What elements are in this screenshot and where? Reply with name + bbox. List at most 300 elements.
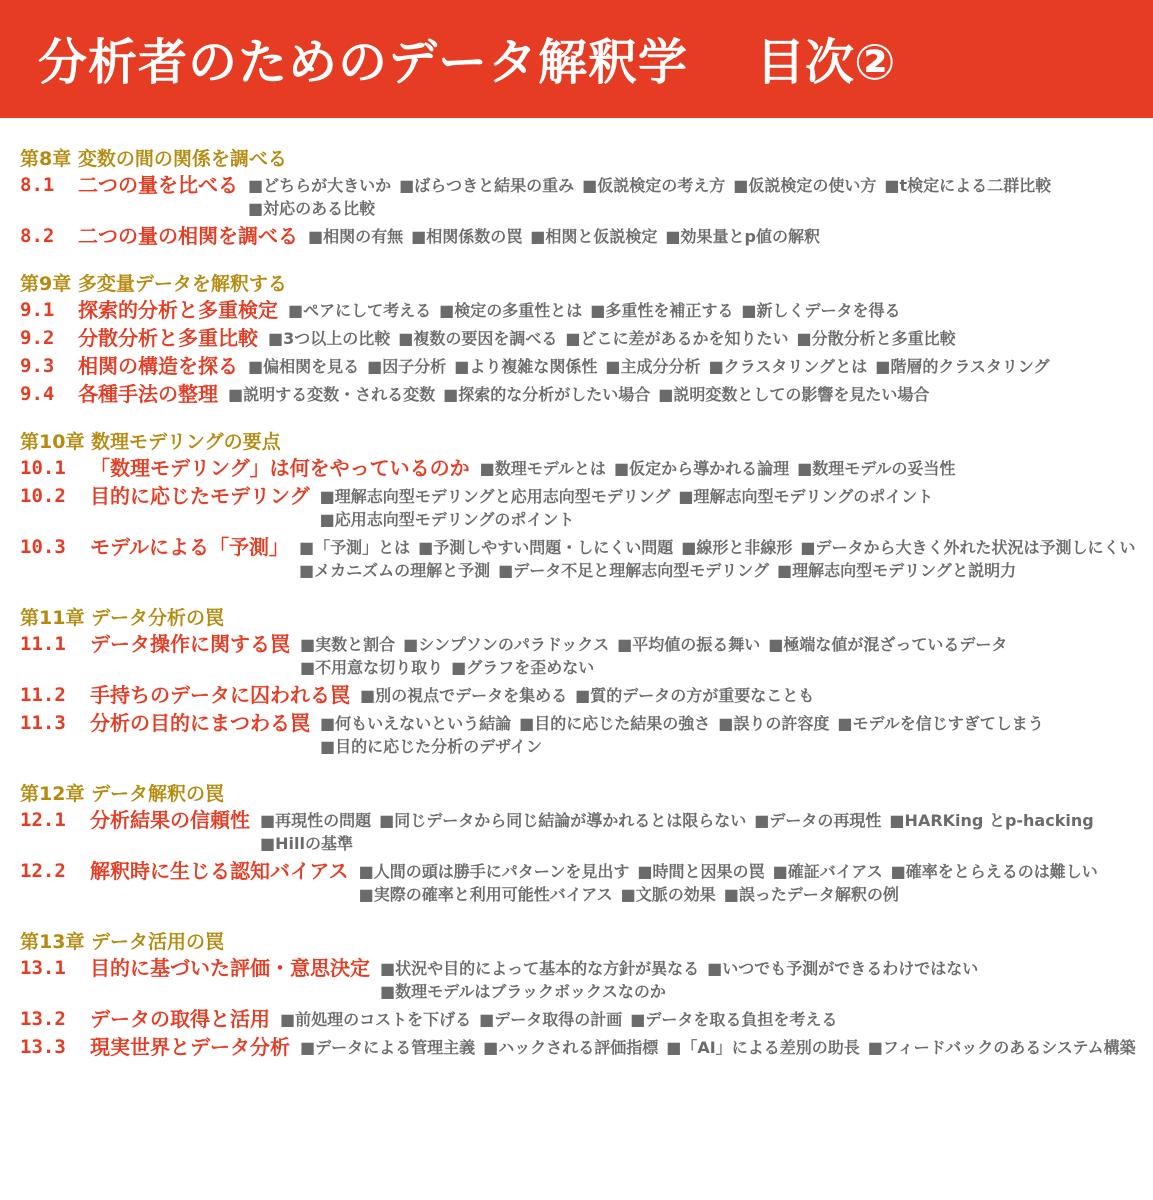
topic-list <box>308 223 828 248</box>
topic-item <box>360 684 567 707</box>
topic-label: 理解志向型モデリングと説明力 <box>792 561 1017 580</box>
square-bullet-icon: ■ <box>483 1038 499 1057</box>
section-number: 8.2 <box>20 225 55 247</box>
square-bullet-icon: ■ <box>617 635 633 654</box>
topic-label: 分散分析と多重比較 <box>811 329 956 348</box>
square-bullet-icon: ■ <box>319 510 335 529</box>
topic-label: 文脈の効果 <box>635 885 716 904</box>
topic-label: フィードバックのあるシステム構築 <box>882 1038 1136 1057</box>
square-bullet-icon: ■ <box>723 885 739 904</box>
topic-item <box>733 174 876 197</box>
topic-label: 階層的クラスタリング <box>890 357 1050 376</box>
topic-item <box>498 559 769 582</box>
section-number: 13.1 <box>20 957 66 979</box>
square-bullet-icon: ■ <box>708 357 724 376</box>
topic-label: 説明する変数・される変数 <box>243 385 436 404</box>
square-bullet-icon: ■ <box>300 1038 316 1057</box>
topic-item <box>797 327 956 350</box>
topic-label: 仮説検定の考え方 <box>597 176 726 195</box>
chapter <box>20 781 1153 909</box>
square-bullet-icon: ■ <box>884 176 900 195</box>
section-number: 11.2 <box>20 684 66 706</box>
topic-item <box>320 735 542 758</box>
square-bullet-icon: ■ <box>772 862 788 881</box>
section-number: 13.3 <box>20 1036 66 1058</box>
square-bullet-icon: ■ <box>260 811 276 830</box>
topic-label: より複雑な関係性 <box>469 357 598 376</box>
topic-item <box>443 383 650 406</box>
square-bullet-icon: ■ <box>360 686 376 705</box>
topic-label: データ不足と理解志向型モデリング <box>513 561 769 580</box>
topic-label: 対応のある比較 <box>263 199 376 218</box>
topic-label: 不用意な切り取り <box>315 658 444 677</box>
square-bullet-icon: ■ <box>399 176 415 195</box>
section-number: 11.1 <box>20 633 66 655</box>
section-number: 9.2 <box>20 327 55 349</box>
section-row <box>20 172 1153 223</box>
section-row <box>20 955 1153 1006</box>
topic-label: シンプソンのパラドックス <box>418 635 610 654</box>
topic-label: 相関の有無 <box>323 227 404 246</box>
square-bullet-icon: ■ <box>479 459 495 478</box>
topic-list <box>300 1034 1144 1059</box>
topic-item <box>614 457 789 480</box>
topic-item <box>590 299 733 322</box>
topic-item <box>248 174 391 197</box>
topic-list <box>248 172 1108 220</box>
section-number: 12.2 <box>20 860 66 882</box>
section-number: 13.2 <box>20 1008 66 1030</box>
topic-label: 目的に応じた分析のデザイン <box>335 737 543 756</box>
topic-item <box>666 1036 859 1059</box>
section-title: 解釈時に生じる認知バイアス <box>90 859 349 883</box>
section-title: 現実世界とデータ分析 <box>90 1035 290 1059</box>
topic-item <box>800 536 1135 559</box>
topic-list <box>228 381 937 406</box>
topic-label: 何もいえないという結論 <box>335 714 512 733</box>
topic-list <box>280 1006 845 1031</box>
topic-label: 線形と非線形 <box>696 538 793 557</box>
square-bullet-icon: ■ <box>439 301 455 320</box>
square-bullet-icon: ■ <box>299 561 315 580</box>
topic-label: 数理モデルの妥当性 <box>812 459 956 478</box>
topic-list <box>248 353 1058 378</box>
section-title: 相関の構造を探る <box>78 354 238 378</box>
square-bullet-icon: ■ <box>418 538 434 557</box>
square-bullet-icon: ■ <box>889 811 905 830</box>
topic-list <box>359 858 1153 906</box>
section-title: 分析の目的にまつわる罠 <box>90 711 310 735</box>
topic-label: 相関と仮説検定 <box>545 227 658 246</box>
square-bullet-icon: ■ <box>379 811 395 830</box>
topic-label: データによる管理主義 <box>315 1038 476 1057</box>
topic-item <box>359 860 630 883</box>
square-bullet-icon: ■ <box>398 329 414 348</box>
topic-list <box>320 710 1153 758</box>
square-bullet-icon: ■ <box>367 357 383 376</box>
topic-label: 確証バイアス <box>787 862 883 881</box>
chapter <box>20 929 1153 1062</box>
topic-item <box>299 559 490 582</box>
section-row <box>20 325 1153 353</box>
square-bullet-icon: ■ <box>300 658 316 677</box>
section-title: 手持ちのデータに囚われる罠 <box>90 683 350 707</box>
square-bullet-icon: ■ <box>228 385 244 404</box>
topic-item <box>630 1008 837 1031</box>
square-bullet-icon: ■ <box>565 329 581 348</box>
topic-label: 効果量とp値の解釈 <box>680 227 821 246</box>
square-bullet-icon: ■ <box>498 561 514 580</box>
square-bullet-icon: ■ <box>605 357 621 376</box>
topic-item <box>320 508 575 531</box>
topic-list <box>288 297 909 322</box>
topic-item <box>411 225 522 248</box>
topic-list <box>299 534 1153 582</box>
topic-label: データ取得の計画 <box>494 1010 623 1029</box>
section-number: 10.2 <box>20 485 66 507</box>
topic-label: 数理モデルとは <box>494 459 606 478</box>
topic-label: HARKing とp-hacking <box>904 811 1094 830</box>
topic-label: 探索的な分析がしたい場合 <box>458 385 651 404</box>
section-number: 10.3 <box>20 536 66 558</box>
topic-label: データの再現性 <box>769 811 882 830</box>
square-bullet-icon: ■ <box>582 176 598 195</box>
topic-item <box>837 712 1043 735</box>
topic-label: 主成分分析 <box>620 357 701 376</box>
topic-item <box>582 174 725 197</box>
topic-label: グラフを歪めない <box>466 658 595 677</box>
topic-item <box>565 327 788 350</box>
section-row <box>20 381 1153 409</box>
topic-label: クラスタリングとは <box>723 357 868 376</box>
square-bullet-icon: ■ <box>320 714 336 733</box>
topic-item <box>658 383 929 406</box>
topic-item <box>288 299 431 322</box>
topic-label: データを取る負担を考える <box>645 1010 838 1029</box>
topic-item <box>280 1008 471 1031</box>
square-bullet-icon: ■ <box>248 357 264 376</box>
topic-label: 仮定から導かれる論理 <box>629 459 790 478</box>
topic-item <box>380 980 666 1003</box>
topic-label: 実際の確率と利用可能性バイアス <box>373 885 613 904</box>
square-bullet-icon: ■ <box>890 862 906 881</box>
square-bullet-icon: ■ <box>776 561 793 580</box>
square-bullet-icon: ■ <box>575 686 591 705</box>
topic-list <box>268 325 964 350</box>
topic-item <box>308 225 403 248</box>
topic-label: 時間と因果の罠 <box>652 862 765 881</box>
section-row <box>20 682 1153 710</box>
section-number: 9.1 <box>20 299 55 321</box>
topic-label: どちらが大きいか <box>263 176 392 195</box>
topic-label: 確率をとらえるのは難しい <box>905 862 1098 881</box>
chapter-title: 第10章 数理モデリングの要点 <box>20 431 281 453</box>
square-bullet-icon: ■ <box>837 714 853 733</box>
topic-item <box>439 299 582 322</box>
topic-item <box>398 327 557 350</box>
section-title: 二つの量を比べる <box>78 173 238 197</box>
topic-item <box>681 536 792 559</box>
section-title: 二つの量の相関を調べる <box>78 224 298 248</box>
topic-label: 因子分析 <box>382 357 447 376</box>
topic-list <box>300 631 1153 679</box>
section-title: 分散分析と多重比較 <box>78 326 258 350</box>
topic-item <box>480 457 606 480</box>
square-bullet-icon: ■ <box>666 1038 682 1057</box>
section-row <box>20 631 1153 682</box>
section-row <box>20 353 1153 381</box>
topic-label: 状況や目的によって基本的な方針が異なる <box>395 959 700 978</box>
topic-label: 理解志向型モデリングと応用志向型モデリング <box>334 487 671 506</box>
section-title: 「数理モデリング」は何をやっているのか <box>90 456 470 480</box>
section-title: モデルによる「予測」 <box>90 535 289 559</box>
table-of-contents <box>0 118 1153 1062</box>
square-bullet-icon: ■ <box>613 459 630 478</box>
topic-label: 誤りの許容度 <box>733 714 830 733</box>
page-subtitle: 目次② <box>756 34 896 91</box>
square-bullet-icon: ■ <box>681 538 697 557</box>
topic-item <box>380 957 699 980</box>
square-bullet-icon: ■ <box>300 635 316 654</box>
square-bullet-icon: ■ <box>260 834 276 853</box>
topic-item <box>299 536 410 559</box>
square-bullet-icon: ■ <box>530 227 546 246</box>
section-row <box>20 1034 1153 1062</box>
topic-item <box>707 957 978 980</box>
section-title: データ操作に関する罠 <box>90 632 290 656</box>
square-bullet-icon: ■ <box>637 862 653 881</box>
section-row <box>20 1006 1153 1034</box>
chapter <box>20 429 1153 585</box>
topic-list <box>480 455 964 480</box>
square-bullet-icon: ■ <box>733 176 749 195</box>
section-title: データの取得と活用 <box>90 1007 270 1031</box>
square-bullet-icon: ■ <box>451 658 467 677</box>
topic-label: 目的に応じた結果の強さ <box>534 714 711 733</box>
square-bullet-icon: ■ <box>620 885 636 904</box>
section-title: 探索的分析と多重検定 <box>78 298 278 322</box>
topic-item <box>300 1036 475 1059</box>
topic-label: どこに差があるかを知りたい <box>580 329 789 348</box>
topic-item <box>637 860 764 883</box>
square-bullet-icon: ■ <box>248 199 264 218</box>
section-number: 9.3 <box>20 355 55 377</box>
topic-item <box>665 225 820 248</box>
square-bullet-icon: ■ <box>768 635 784 654</box>
square-bullet-icon: ■ <box>875 357 891 376</box>
topic-item <box>367 355 446 378</box>
topic-list <box>320 483 1153 531</box>
square-bullet-icon: ■ <box>678 487 694 506</box>
topic-label: 前処理のコストを下げる <box>295 1010 472 1029</box>
section-row <box>20 807 1153 858</box>
topic-label: 多重性を補正する <box>605 301 734 320</box>
topic-item <box>268 327 390 350</box>
square-bullet-icon: ■ <box>280 1010 296 1029</box>
topic-label: モデルを信じすぎてしまう <box>852 714 1044 733</box>
section-row <box>20 710 1153 761</box>
topic-item <box>300 633 395 656</box>
square-bullet-icon: ■ <box>358 862 374 881</box>
section-row <box>20 483 1153 534</box>
square-bullet-icon: ■ <box>320 737 336 756</box>
topic-label: 新しくデータを得る <box>756 301 901 320</box>
section-row <box>20 534 1153 585</box>
topic-item <box>741 299 900 322</box>
topic-item <box>260 809 371 832</box>
topic-list <box>360 682 822 707</box>
square-bullet-icon: ■ <box>797 459 813 478</box>
square-bullet-icon: ■ <box>867 1038 883 1057</box>
topic-item <box>359 883 613 906</box>
square-bullet-icon: ■ <box>403 635 419 654</box>
topic-label: ハックされる評価指標 <box>498 1038 659 1057</box>
square-bullet-icon: ■ <box>707 959 723 978</box>
section-row <box>20 455 1153 483</box>
topic-item <box>320 485 671 508</box>
page-title: 分析者のためのデータ解釈学 <box>38 34 689 91</box>
chapter <box>20 271 1153 409</box>
topic-label: 質的データの方が重要なことも <box>590 686 815 705</box>
topic-item <box>530 225 657 248</box>
topic-label: メカニズムの理解と予測 <box>314 561 491 580</box>
square-bullet-icon: ■ <box>741 301 757 320</box>
topic-label: 予測しやすい問題・しにくい問題 <box>433 538 674 557</box>
square-bullet-icon: ■ <box>299 538 315 557</box>
square-bullet-icon: ■ <box>800 538 816 557</box>
topic-label: 仮説検定の使い方 <box>748 176 877 195</box>
square-bullet-icon: ■ <box>479 1010 495 1029</box>
topic-item <box>418 536 673 559</box>
section-row <box>20 297 1153 325</box>
chapter-title: 第12章 データ解釈の罠 <box>20 783 225 805</box>
topic-label: 同じデータから同じ結論が導かれるとは限らない <box>394 811 747 830</box>
square-bullet-icon: ■ <box>443 385 459 404</box>
topic-list <box>380 955 1153 1003</box>
square-bullet-icon: ■ <box>630 1010 646 1029</box>
topic-item <box>483 1036 658 1059</box>
square-bullet-icon: ■ <box>590 301 606 320</box>
header-banner <box>0 0 1153 118</box>
section-number: 8.1 <box>20 174 55 196</box>
square-bullet-icon: ■ <box>319 487 335 506</box>
square-bullet-icon: ■ <box>380 959 396 978</box>
topic-label: 再現性の問題 <box>275 811 372 830</box>
topic-item <box>399 174 574 197</box>
topic-item <box>777 559 1016 582</box>
square-bullet-icon: ■ <box>754 811 770 830</box>
section-row <box>20 858 1153 909</box>
topic-label: いつでも予測ができるわけではない <box>722 959 979 978</box>
topic-item <box>454 355 597 378</box>
topic-label: 説明変数としての影響を見たい場合 <box>673 385 930 404</box>
square-bullet-icon: ■ <box>248 176 264 195</box>
square-bullet-icon: ■ <box>796 329 812 348</box>
chapter-title: 第8章 変数の間の関係を調べる <box>20 148 287 170</box>
topic-label: 数理モデルはブラックボックスなのか <box>395 982 666 1001</box>
square-bullet-icon: ■ <box>268 329 284 348</box>
topic-label: 実数と割合 <box>315 635 396 654</box>
square-bullet-icon: ■ <box>358 885 374 904</box>
topic-item <box>868 1036 1136 1059</box>
section-title: 目的に応じたモデリング <box>90 484 310 508</box>
topic-item <box>875 355 1049 378</box>
section-title: 各種手法の整理 <box>78 382 218 406</box>
square-bullet-icon: ■ <box>658 385 674 404</box>
topic-item <box>773 860 883 883</box>
topic-label: 応用志向型モデリングのポイント <box>334 510 575 529</box>
topic-item <box>519 712 710 735</box>
topic-label: 相関係数の罠 <box>426 227 523 246</box>
topic-label: 誤ったデータ解釈の例 <box>738 885 899 904</box>
topic-item <box>617 633 760 656</box>
square-bullet-icon: ■ <box>665 227 681 246</box>
topic-item <box>248 355 359 378</box>
topic-item <box>754 809 881 832</box>
chapter-title: 第13章 データ活用の罠 <box>20 931 225 953</box>
section-number: 9.4 <box>20 383 55 405</box>
topic-label: 偏相関を見る <box>263 357 360 376</box>
square-bullet-icon: ■ <box>411 227 427 246</box>
section-title: 分析結果の信頼性 <box>90 808 250 832</box>
topic-label: 平均値の振る舞い <box>632 635 761 654</box>
topic-label: 3つ以上の比較 <box>283 329 391 348</box>
topic-label: ペアにして考える <box>303 301 432 320</box>
topic-label: 極端な値が混ざっているデータ <box>783 635 1008 654</box>
topic-item <box>605 355 700 378</box>
topic-item <box>768 633 1007 656</box>
topic-label: 複数の要因を調べる <box>413 329 558 348</box>
topic-label: 理解志向型モデリングのポイント <box>693 487 934 506</box>
topic-item <box>621 883 716 906</box>
topic-item <box>891 860 1098 883</box>
chapter-title: 第11章 データ分析の罠 <box>20 607 225 629</box>
topic-item <box>403 633 609 656</box>
topic-item <box>300 656 443 679</box>
chapter-title: 第9章 多変量データを解釈する <box>20 273 287 295</box>
topic-list <box>260 807 1120 855</box>
topic-item <box>248 197 375 220</box>
topic-item <box>709 355 868 378</box>
topic-label: 検定の多重性とは <box>454 301 583 320</box>
topic-label: Hillの基準 <box>275 834 353 853</box>
topic-item <box>797 457 955 480</box>
square-bullet-icon: ■ <box>288 301 304 320</box>
section-row <box>20 223 1153 251</box>
topic-item <box>228 383 435 406</box>
topic-label: データから大きく外れた状況は予測しにくい <box>815 538 1136 557</box>
topic-item <box>379 809 746 832</box>
topic-item <box>320 712 511 735</box>
topic-label: 「予測」とは <box>314 538 411 557</box>
section-number: 11.3 <box>20 712 66 734</box>
topic-item <box>724 883 899 906</box>
square-bullet-icon: ■ <box>718 714 734 733</box>
topic-item <box>260 832 353 855</box>
section-title: 目的に基づいた評価・意思決定 <box>90 956 370 980</box>
topic-label: 「AI」による差別の助長 <box>681 1038 860 1057</box>
section-number: 12.1 <box>20 809 66 831</box>
topic-item <box>718 712 829 735</box>
square-bullet-icon: ■ <box>308 227 324 246</box>
topic-item <box>884 174 1051 197</box>
square-bullet-icon: ■ <box>519 714 535 733</box>
topic-label: 人間の頭は勝手にパターンを見出す <box>373 862 630 881</box>
topic-item <box>451 656 594 679</box>
topic-item <box>479 1008 622 1031</box>
topic-label: 別の視点でデータを集める <box>375 686 568 705</box>
topic-label: t検定による二群比較 <box>899 176 1052 195</box>
